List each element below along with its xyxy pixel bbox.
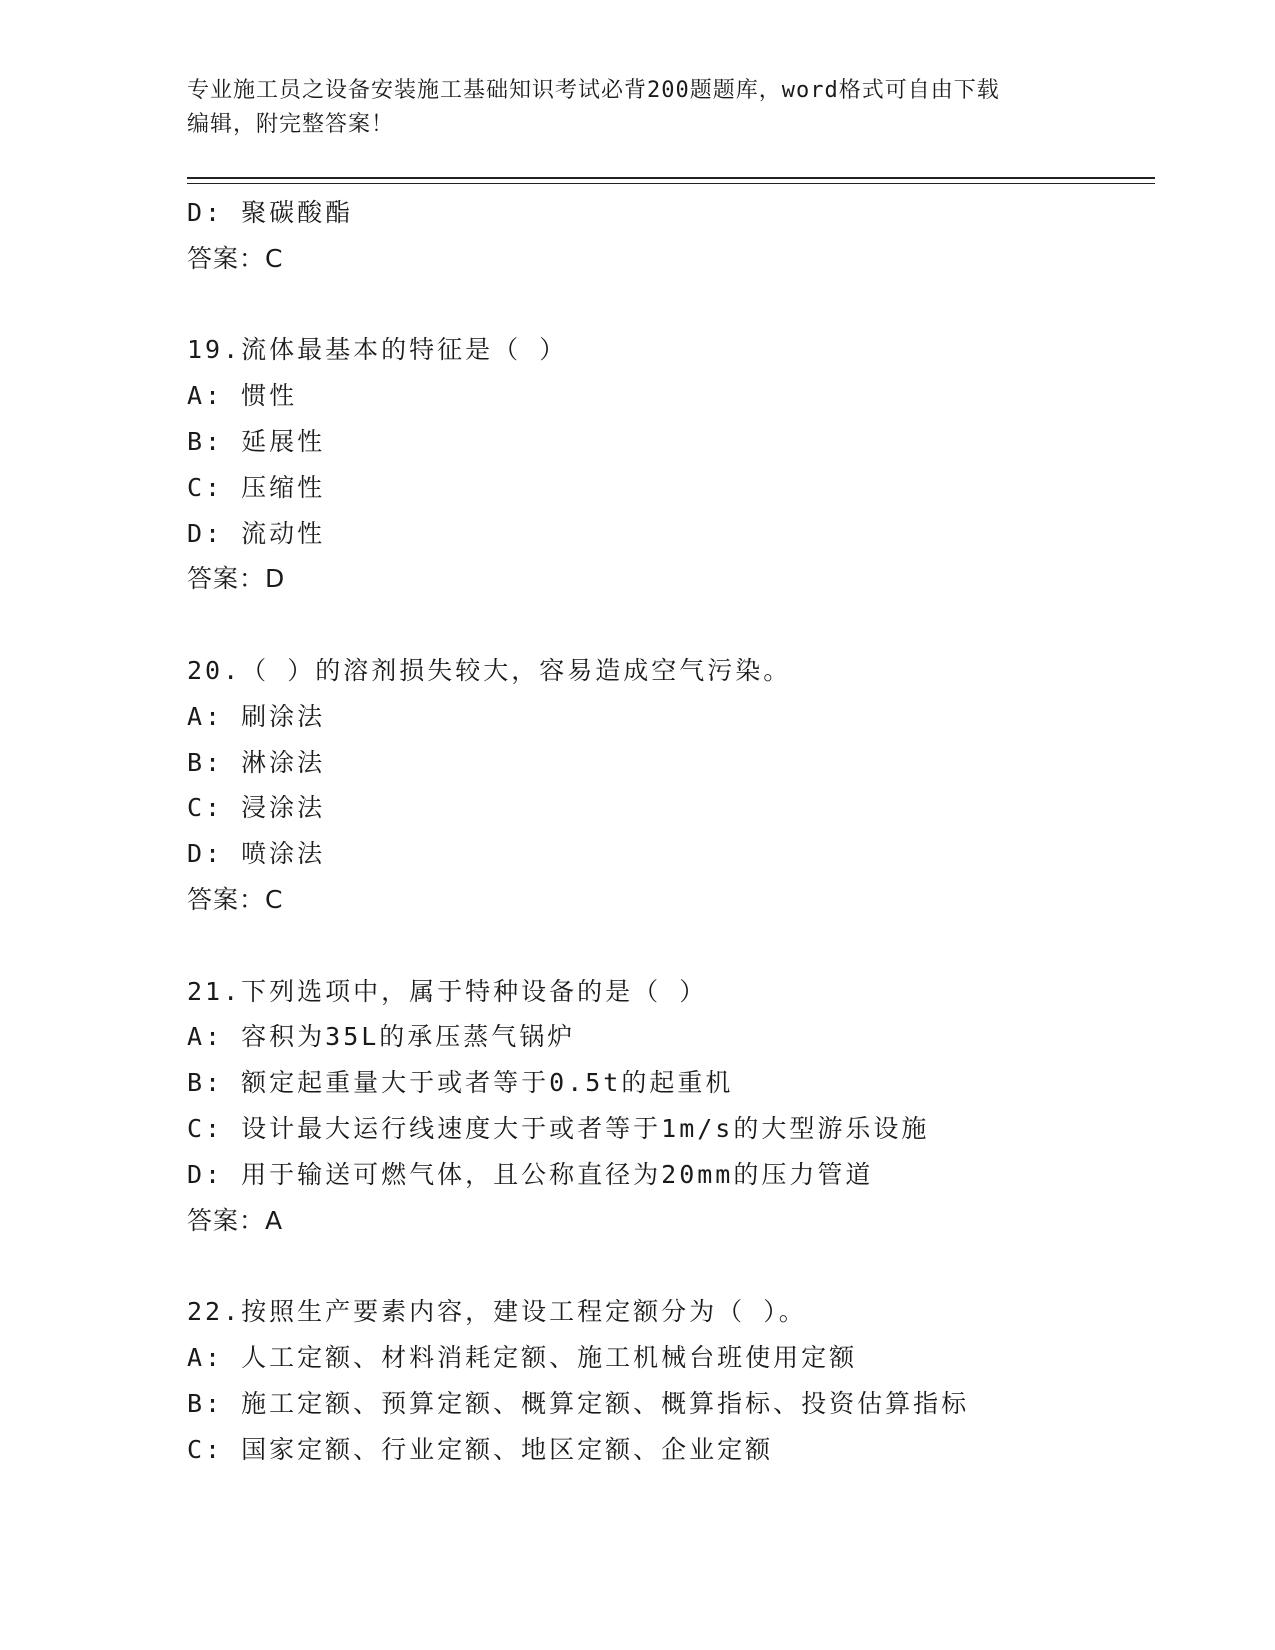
header-divider-thick <box>187 177 1155 179</box>
spacer <box>187 282 1147 328</box>
answer: 答案：C <box>187 884 284 914</box>
option-b: B: 淋涂法 <box>187 747 326 777</box>
answer: 答案：D <box>187 564 286 594</box>
question-18-tail <box>187 190 1147 282</box>
option-d: D: 用于输送可燃气体，且公称直径为20mm的压力管道 <box>187 1159 874 1189</box>
option-d: D: 喷涂法 <box>187 839 326 869</box>
document-header <box>187 74 1087 142</box>
option-c: C: 国家定额、行业定额、地区定额、企业定额 <box>187 1434 774 1464</box>
option-a: A: 刷涂法 <box>187 701 326 731</box>
question-list <box>187 190 1147 1472</box>
question-22 <box>187 1289 1147 1472</box>
option-c: C: 设计最大运行线速度大于或者等于1m/s的大型游乐设施 <box>187 1113 930 1143</box>
question-19 <box>187 327 1147 602</box>
option-c: C: 压缩性 <box>187 472 326 502</box>
question-text: 22.按照生产要素内容，建设工程定额分为（ ）。 <box>187 1297 807 1327</box>
spacer <box>187 1243 1147 1289</box>
option-c: C: 浸涂法 <box>187 793 326 823</box>
header-title-line-1: 专业施工员之设备安装施工基础知识考试必背200题题库，word格式可自由下载 <box>187 78 1000 103</box>
question-text: 19.流体最基本的特征是（ ） <box>187 335 568 365</box>
question-text: 21.下列选项中，属于特种设备的是（ ） <box>187 976 708 1006</box>
spacer <box>187 923 1147 969</box>
option-d: D: 流动性 <box>187 518 326 548</box>
option-d: D: 聚碳酸酯 <box>187 198 354 227</box>
spacer <box>187 602 1147 648</box>
option-a: A: 人工定额、材料消耗定额、施工机械台班使用定额 <box>187 1342 858 1372</box>
question-21 <box>187 969 1147 1244</box>
option-b: B: 施工定额、预算定额、概算定额、概算指标、投资估算指标 <box>187 1388 970 1418</box>
header-divider-thin <box>187 183 1155 184</box>
option-a: A: 惯性 <box>187 381 298 411</box>
option-b: B: 额定起重量大于或者等于0.5t的起重机 <box>187 1068 734 1098</box>
answer: 答案：A <box>187 1205 284 1235</box>
question-text: 20.（ ）的溶剂损失较大，容易造成空气污染。 <box>187 655 792 685</box>
question-20 <box>187 648 1147 923</box>
header-title-line-2: 编辑，附完整答案！ <box>187 112 395 137</box>
answer: 答案：C <box>187 243 284 273</box>
option-a: A: 容积为35L的承压蒸气锅炉 <box>187 1022 576 1052</box>
option-b: B: 延展性 <box>187 426 326 456</box>
